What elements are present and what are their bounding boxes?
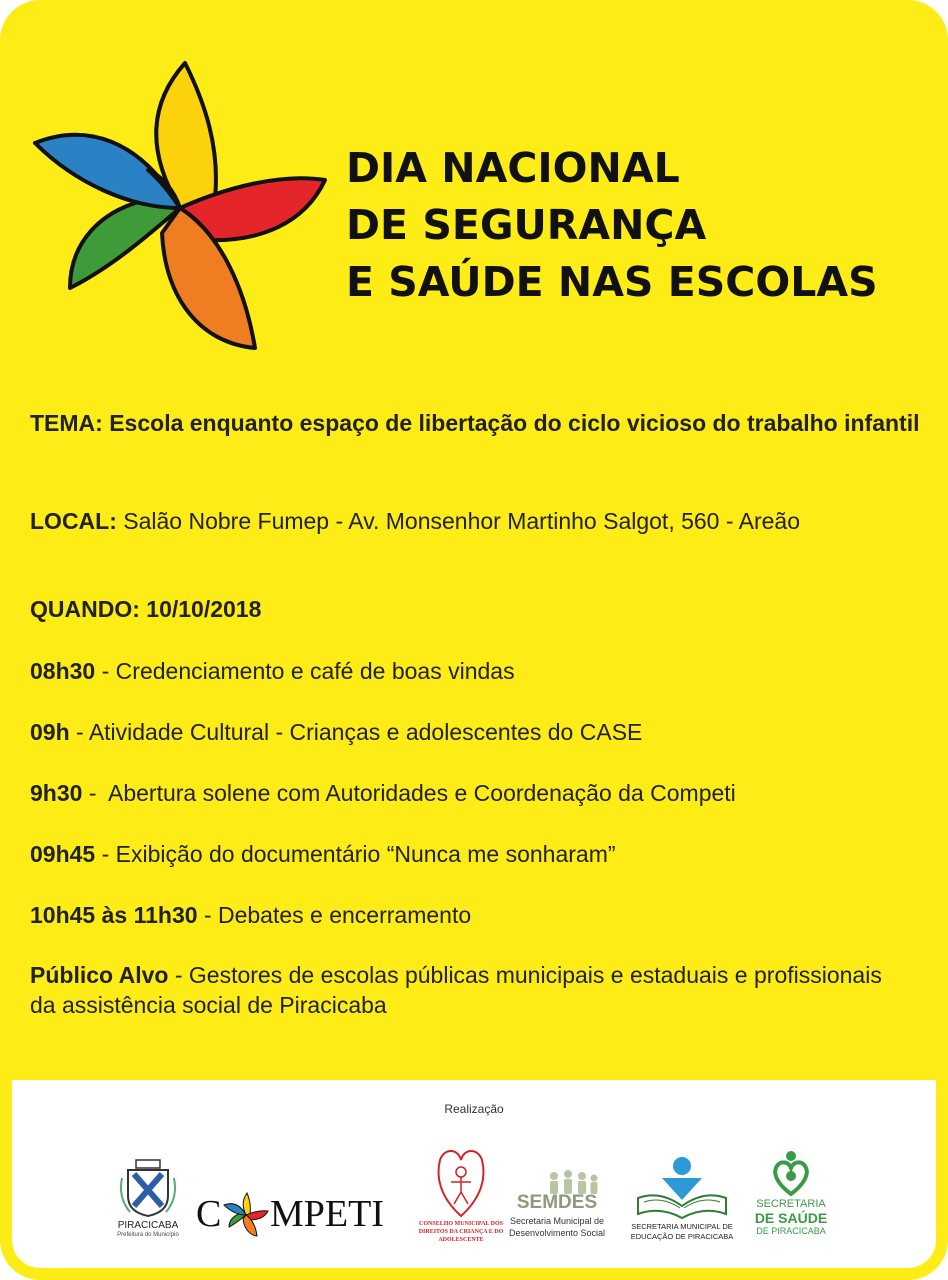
- semdes-logo: [508, 1170, 606, 1252]
- schedule-separator: -: [82, 780, 108, 806]
- piracicaba-sub: Prefeitura do Município: [117, 1232, 179, 1238]
- schedule-time: 9h30: [30, 780, 83, 806]
- title-line-1: DIA NACIONAL: [346, 144, 680, 192]
- semdes-sub-2: Desenvolvimento Social: [508, 1228, 606, 1238]
- event-title: [346, 140, 878, 311]
- coat-of-arms-icon: [108, 1158, 188, 1218]
- sponsors-footer: [12, 1080, 936, 1268]
- conselho-logo: [416, 1146, 506, 1256]
- semdes-name: SEMDES: [516, 1192, 598, 1213]
- title-line-3: E SAÚDE NAS ESCOLAS: [346, 258, 878, 306]
- conselho-name: CONSELHO MUNICIPAL DOS DIREITOS DA CRIANÇA E DO ADOLESCENTE: [418, 1221, 504, 1243]
- date-value: 10/10/2018: [146, 596, 262, 622]
- location-label: LOCAL:: [30, 508, 117, 534]
- heart-child-icon: [434, 1146, 488, 1218]
- schedule-time: 08h30: [30, 658, 96, 684]
- schedule-separator: -: [197, 902, 218, 928]
- schedule-item: [30, 900, 471, 930]
- schedule-item: [30, 656, 515, 686]
- schedule-item: [30, 717, 642, 747]
- footer-label: Realização: [444, 1102, 504, 1116]
- audience-text: Gestores de escolas públicas municipais e estaduais e profissionais da assistência social de Piracicaba: [30, 962, 882, 1018]
- book-person-icon: [634, 1156, 730, 1222]
- competi-pinwheel-icon: [223, 1192, 269, 1238]
- educacao-line-2: EDUCAÇÃO DE PIRACICABA: [630, 1232, 734, 1241]
- schedule-time: 09h45: [30, 841, 96, 867]
- saude-line-2: DE SAÚDE: [754, 1210, 828, 1226]
- date-label: QUANDO:: [30, 596, 140, 622]
- competi-wordmark: MPETI: [270, 1193, 384, 1235]
- schedule-separator: -: [69, 719, 89, 745]
- schedule-text: Exibição do documentário “Nunca me sonharam”: [115, 841, 616, 867]
- schedule-text: Debates e encerramento: [217, 902, 472, 928]
- competi-letter-c: C: [196, 1193, 222, 1235]
- saude-line-1: SECRETARIA: [756, 1198, 826, 1210]
- audience-paragraph: [30, 960, 910, 1020]
- schedule-text: Abertura solene com Autoridades e Coordenação da Competi: [108, 780, 736, 806]
- theme-label: TEMA:: [30, 410, 103, 436]
- piracicaba-logo: [108, 1158, 188, 1248]
- schedule-separator: -: [95, 841, 116, 867]
- educacao-line-1: SECRETARIA MUNICIPAL DE: [631, 1222, 733, 1231]
- competi-logo: [196, 1190, 394, 1244]
- saude-logo: [746, 1150, 836, 1250]
- educacao-logo: [626, 1156, 738, 1250]
- schedule-separator: -: [95, 658, 116, 684]
- title-line-2: DE SEGURANÇA: [346, 201, 707, 249]
- saude-line-3: DE PIRACICABA: [756, 1226, 826, 1236]
- audience-label: Público Alvo: [30, 962, 169, 988]
- piracicaba-name: PIRACICABA: [117, 1220, 179, 1231]
- schedule-text: Credenciamento e café de boas vindas: [115, 658, 515, 684]
- date-paragraph: [30, 594, 261, 624]
- schedule-item: [30, 839, 616, 869]
- theme-paragraph: [30, 408, 920, 438]
- schedule-time: 09h: [30, 719, 70, 745]
- semdes-sub-1: Secretaria Municipal de: [509, 1216, 605, 1226]
- people-icon: [544, 1170, 600, 1194]
- health-heart-icon: [771, 1150, 811, 1196]
- audience-separator: -: [168, 962, 189, 988]
- location-text: Salão Nobre Fumep - Av. Monsenhor Martinho Salgot, 560 - Areão: [123, 508, 801, 534]
- schedule-item: [30, 778, 736, 808]
- schedule-time: 10h45 às 11h30: [30, 902, 198, 928]
- pinwheel-logo: [30, 58, 330, 358]
- location-paragraph: [30, 506, 890, 536]
- theme-text: Escola enquanto espaço de libertação do ciclo vicioso do trabalho infantil: [109, 410, 920, 436]
- schedule-text: Atividade Cultural - Crianças e adolescentes do CASE: [88, 719, 643, 745]
